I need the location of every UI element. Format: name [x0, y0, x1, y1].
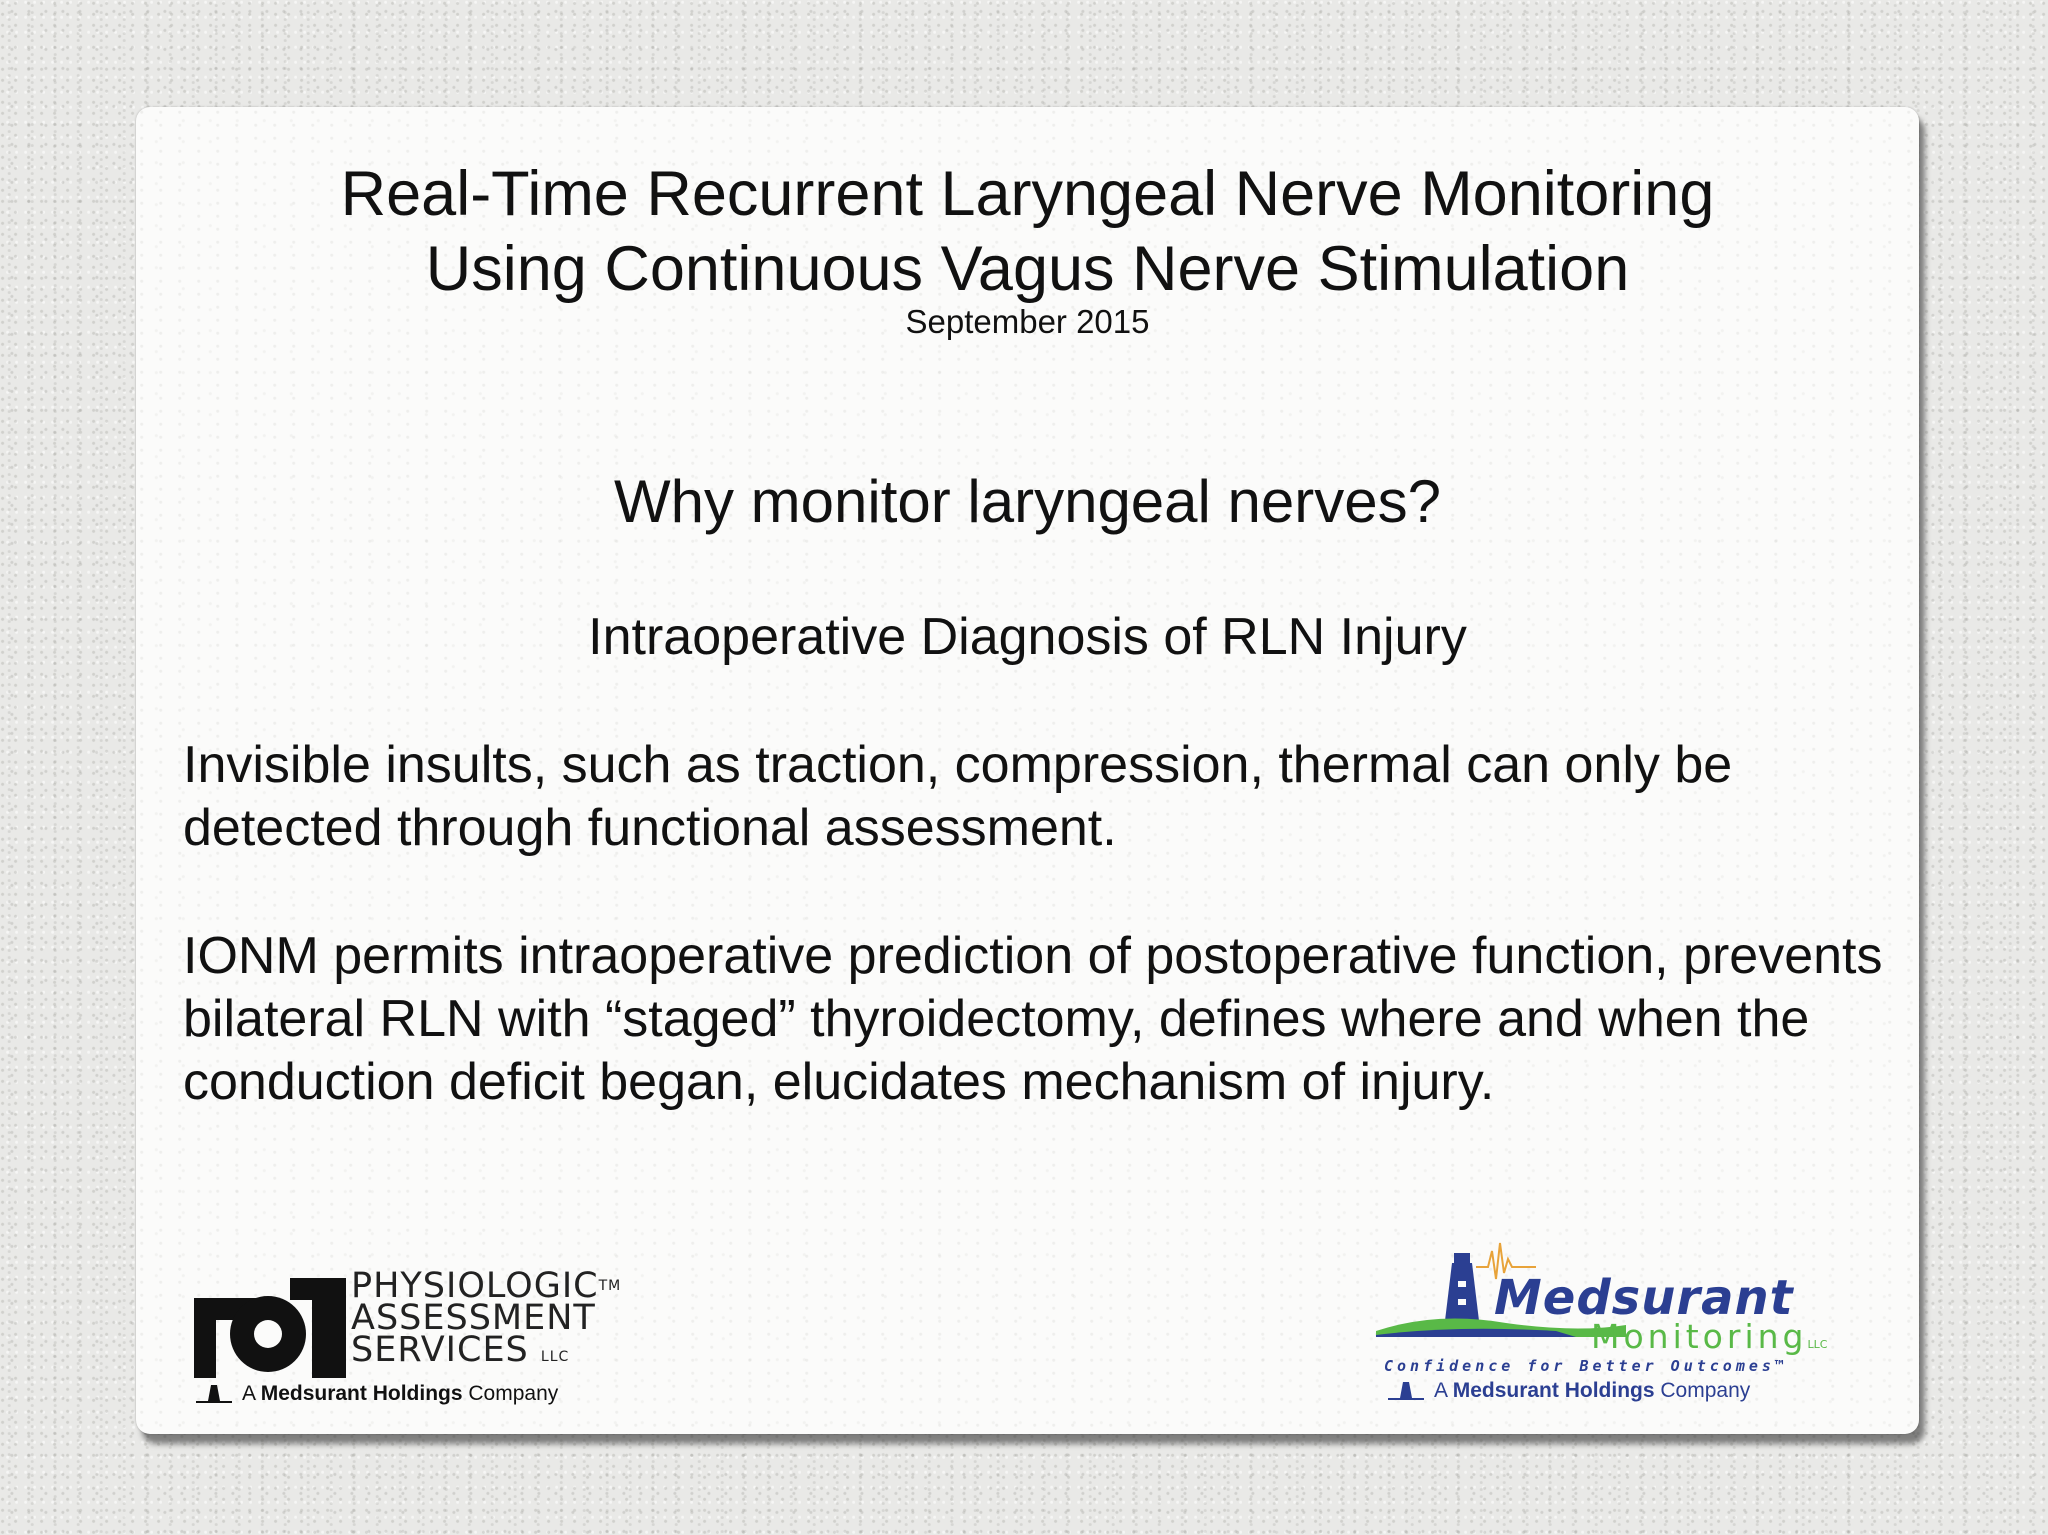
- pas-llc: LLC: [540, 1349, 570, 1365]
- medsurant-sub: [1591, 1317, 1827, 1356]
- slide-date: September 2015: [905, 303, 1150, 340]
- medsurant-llc: LLC: [1807, 1338, 1828, 1351]
- medsurant-monitoring: Monitoring: [1591, 1317, 1808, 1356]
- medsurant-slogan: Confidence for Better Outcomes™: [1384, 1357, 1788, 1375]
- lighthouse-icon: [194, 1383, 234, 1405]
- slide-card: [136, 107, 1919, 1434]
- slide-title: [136, 157, 1919, 307]
- pas-tagline: [194, 1382, 558, 1406]
- pas-line-3: SERVICES: [351, 1330, 529, 1370]
- pas-tag-prefix: A: [242, 1382, 255, 1405]
- pas-wordmark: [351, 1266, 622, 1373]
- pas-logo-mark-icon: [194, 1278, 346, 1378]
- section-subheading: Intraoperative Diagnosis of RLN Injury: [588, 608, 1467, 666]
- lighthouse-icon: [1386, 1380, 1426, 1402]
- paragraph-ionm-benefits: IONM permits intraoperative prediction of postoperative function, prevents bilateral RLN with “staged” thyroidectomy, defines where and when the conduction deficit began, elucidates mechanism of injury.: [183, 927, 1883, 1111]
- title-line-1: Real-Time Recurrent Laryngeal Nerve Monitoring: [340, 159, 1715, 229]
- medsurant-name: Medsurant: [1494, 1270, 1794, 1326]
- med-tag-prefix: A: [1434, 1379, 1447, 1402]
- section-question: Why monitor laryngeal nerves?: [613, 468, 1442, 535]
- pas-logo: [194, 1260, 654, 1410]
- med-tag-suffix: Company: [1660, 1379, 1751, 1402]
- pas-line-1: PHYSIOLOGIC: [351, 1266, 599, 1306]
- pas-line-2: ASSESSMENT: [351, 1298, 596, 1338]
- pas-tag-suffix: Company: [468, 1382, 559, 1405]
- paragraph-invisible-insults: Invisible insults, such as traction, compression, thermal can only be detected through functional assessment.: [183, 736, 1733, 857]
- med-tag-bold: Medsurant Holdings: [1452, 1379, 1655, 1402]
- medsurant-tagline: [1386, 1379, 1750, 1403]
- medsurant-logo: [1376, 1237, 1846, 1412]
- pas-tm: TM: [598, 1278, 622, 1294]
- pas-tag-bold: Medsurant Holdings: [260, 1382, 463, 1405]
- title-line-2: Using Continuous Vagus Nerve Stimulation: [425, 234, 1630, 304]
